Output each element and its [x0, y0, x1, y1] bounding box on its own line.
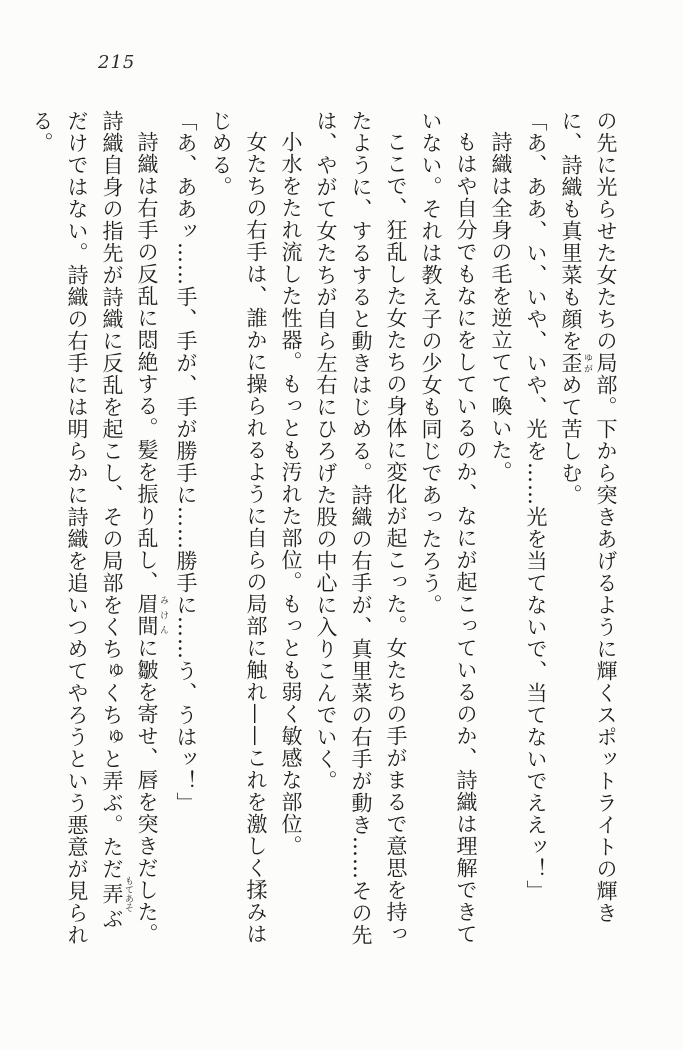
- page-number: 215: [98, 52, 136, 73]
- paragraph: ここで、狂乱した女たちの身体に変化が起こった。女たちの手がまるで意思を持ったように、するすると動きはじめる。詩織の右手が、真里菜の右手が動き……その先は、やがて女たちが自ら左右にひろげた股の中心に入りこんでいく。: [314, 110, 408, 946]
- ruby-annotated-text: 眉間 みけん: [135, 593, 168, 637]
- furigana: もてあそ: [123, 876, 133, 912]
- paragraph: 女たちの右手は、誰かに操られるように自らの局部に触れ——これを激しく揉みはじめる。: [209, 110, 268, 945]
- paragraph: の先に光らせた女たちの局部。下から突きあげるように輝くスポットライトの輝きに、詩織も真里菜も顔を歪 ゆがめて苦しむ。: [559, 110, 618, 924]
- paragraph: 「あ、ああッ……手、手が、手が勝手に……勝手に……う、うはッ！」: [174, 110, 198, 814]
- paragraph: 詩織は右手の反乱に悶絶する。髪を振り乱し、眉間 みけんに皺を寄せ、唇を突きだした。詩織自身の指先が詩織に反乱を起こし、その局部をくちゅくちゅと弄ぶ。ただ弄 もてあそぶだけではない。詩織の右手には明らかに詩織を追いつめてやろうという悪意が見られる。: [30, 110, 168, 946]
- vertical-text-block: [30, 110, 623, 948]
- paragraph: 詩織は全身の毛を逆立てて喚いた。: [489, 131, 513, 483]
- furigana: みけん: [158, 593, 168, 637]
- paragraph: 「あ、ああ、い、いや、いや、光を……光を当てないで、当てないでええッ！」: [524, 110, 548, 902]
- ruby-annotated-text: 弄 もてあそ: [100, 876, 133, 912]
- paragraph: もはや自分でもなにをしているのか、なにが起こっているのか、詩織は理解できていない。それは教え子の少女も同じであったろう。: [419, 110, 478, 945]
- paragraph: 小水をたれ流した性器。もっとも汚れた部位。もっとも弱く敏感な部位。: [279, 131, 303, 857]
- ruby-annotated-text: 歪 ゆが: [559, 352, 592, 374]
- furigana: ゆが: [582, 352, 592, 374]
